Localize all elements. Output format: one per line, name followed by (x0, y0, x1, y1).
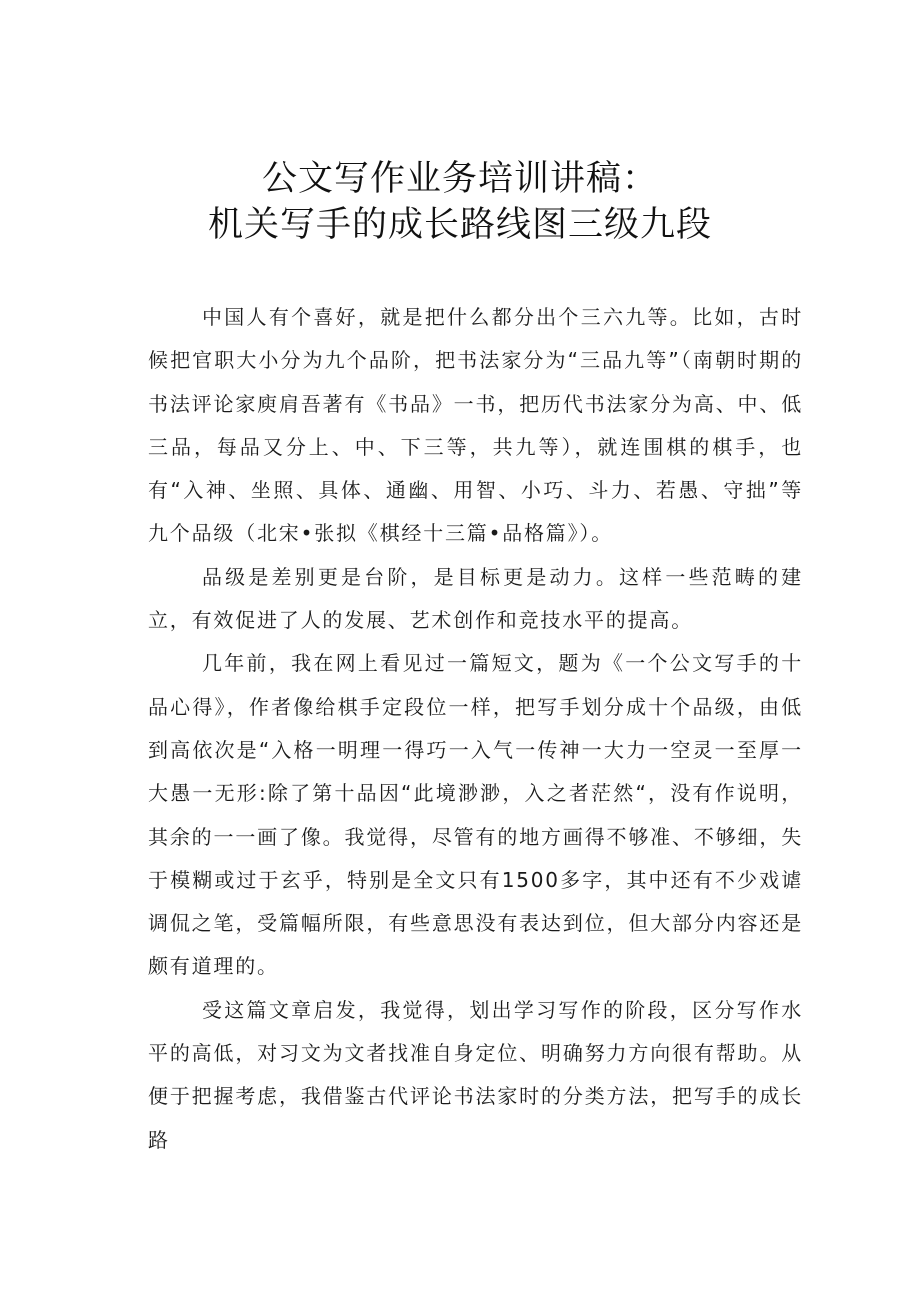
title-line-1: 公文写作业务培训讲稿： (261, 159, 658, 199)
paragraph-2: 品级是差别更是台阶，是目标更是动力。这样一些范畴的建立，有效促进了人的发展、艺术创作和竞技水平的提高。 (148, 564, 803, 633)
paragraph-4: 受这篇文章启发，我觉得，划出学习写作的阶段，区分写作水平的高低，对习文为文者找准自身定位、明确努力方向很有帮助。从便于把握考虑，我借鉴古代评论书法家时的分类方法，把写手的成长路 (148, 997, 803, 1152)
document-body (148, 296, 803, 1162)
title-line-2: 机关写手的成长路线图三级九段 (207, 205, 712, 245)
document-title (0, 156, 920, 248)
paragraph-1: 中国人有个喜好，就是把什么都分出个三六九等。比如，古时候把官职大小分为九个品阶，把书法家分为“三品九等”（南朝时期的书法评论家庾肩吾著有《书品》一书，把历代书法家分为高、中、低三品，每品又分上、中、下三等，共九等），就连围棋的棋手，也有“入神、坐照、具体、通幽、用智、小巧、斗力、若愚、守拙”等九个品级（北宋•张拟《棋经十三篇•品格篇》）。 (148, 305, 803, 546)
paragraph-3: 几年前，我在网上看见过一篇短文，题为《一个公文写手的十品心得》，作者像给棋手定段位一样，把写手划分成十个品级，由低到高依次是“入格一明理一得巧一入气一传神一大力一空灵一至厚一大愚一无形:除了第十品因“此境渺渺，入之者茫然“，没有作说明，其余的一一画了像。我觉得，尽管有的地方画得不够准、不够细，失于模糊或过于玄乎，特别是全文只有1500多字，其中还有不少戏谑调侃之笔，受篇幅所限，有些意思没有表达到位，但大部分内容还是颇有道理的。 (148, 651, 803, 979)
